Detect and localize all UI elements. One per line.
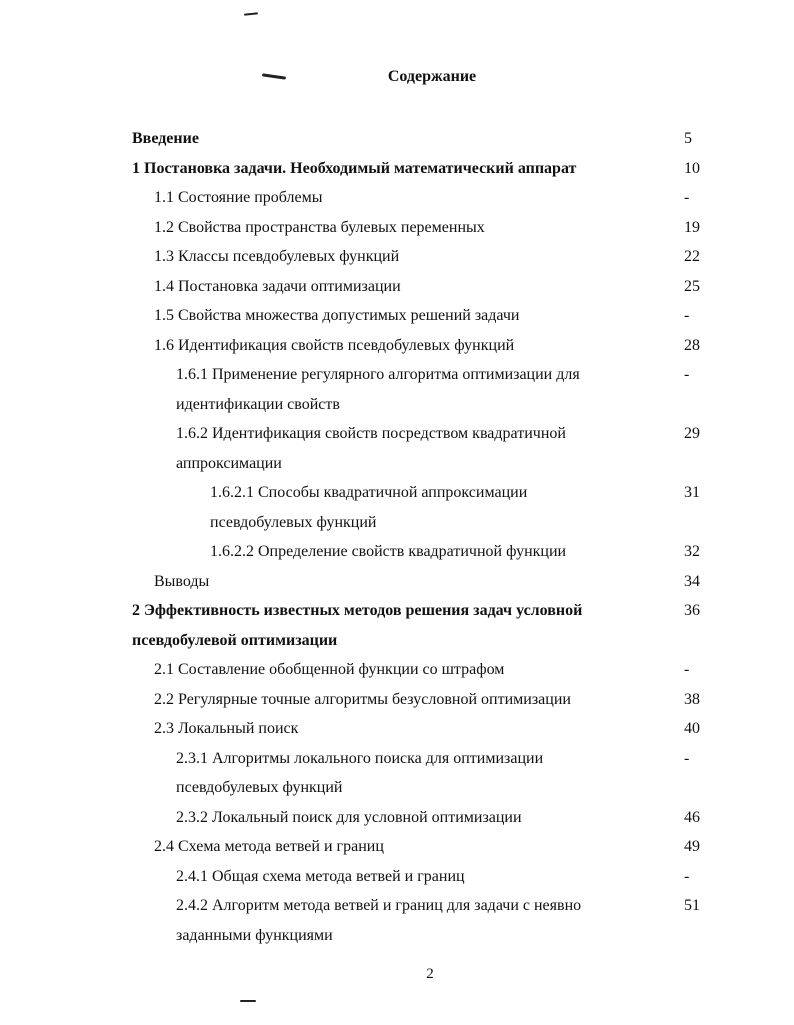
- toc-entry-page: 28: [684, 336, 700, 354]
- toc-entry: [0, 685, 794, 715]
- toc-entry-page: 34: [684, 572, 700, 590]
- toc-entry-title: Введение: [132, 130, 199, 147]
- toc-entry: [0, 242, 794, 272]
- toc-entry-page: 46: [684, 808, 700, 826]
- toc-entry: [0, 360, 794, 419]
- toc-entry: [0, 567, 794, 597]
- toc-entry: [0, 213, 794, 243]
- toc-entry-title: 2.1 Составление обобщенной функции со штрафом: [154, 661, 505, 678]
- scan-artifact: [244, 12, 258, 15]
- toc-entry: [0, 655, 794, 685]
- page-title: Содержание: [387, 68, 477, 85]
- toc-entry-page: -: [684, 867, 690, 885]
- toc-entry-title: 1.6 Идентификация свойств псевдобулевых функций: [154, 336, 515, 354]
- toc-entry-title: 1.6.2.2 Определение свойств квадратичной функции: [210, 543, 567, 560]
- toc-entry: [0, 803, 794, 833]
- toc-entry: [0, 537, 794, 567]
- toc-entry-title: 1.6.1 Применение регулярного алгоритма оптимизации для идентификации свойств: [176, 366, 580, 413]
- toc-entry-page: 40: [684, 720, 700, 737]
- toc-entry-page: 19: [684, 218, 700, 236]
- toc-entry-page: -: [684, 307, 690, 324]
- toc-entry-page: -: [684, 366, 690, 383]
- toc-entry-title: 2.3 Локальный поиск: [154, 720, 299, 737]
- toc-entry-page: 5: [684, 130, 692, 147]
- toc-entry: [0, 272, 794, 302]
- toc-entry-page: -: [684, 661, 690, 678]
- toc-entry-title: 2.2 Регулярные точные алгоритмы безусловной оптимизации: [154, 690, 571, 708]
- toc-entry: [0, 891, 794, 950]
- toc-entry-title: 2.3.1 Алгоритмы локального поиска для оптимизации псевдобулевых функций: [176, 749, 544, 796]
- table-of-contents: [0, 124, 794, 950]
- toc-entry-title: Выводы: [154, 572, 210, 590]
- toc-entry-page: 36: [684, 602, 700, 619]
- toc-entry-page: 10: [684, 159, 700, 177]
- toc-entry-title: 1.6.2.1 Способы квадратичной аппроксимации псевдобулевых функций: [210, 484, 528, 531]
- scan-artifact: [240, 1000, 256, 1002]
- toc-entry-title: 2 Эффективность известных методов решения задач условной псевдобулевой оптимизации: [132, 602, 583, 649]
- toc-entry: [0, 714, 794, 744]
- toc-entry-page: 38: [684, 690, 700, 708]
- toc-entry: [0, 832, 794, 862]
- toc-entry-title: 1.4 Постановка задачи оптимизации: [154, 277, 401, 295]
- toc-entry-page: 32: [684, 543, 700, 560]
- toc-entry-title: 2.4 Схема метода ветвей и границ: [154, 838, 384, 855]
- toc-entry-page: 51: [684, 897, 700, 914]
- toc-entry-title: 1.6.2 Идентификация свойств посредством квадратичной аппроксимации: [176, 425, 566, 472]
- page-number: 2: [426, 966, 434, 982]
- toc-entry: [0, 862, 794, 892]
- toc-entry-page: 22: [684, 248, 700, 265]
- toc-entry-title: 2.4.1 Общая схема метода ветвей и границ: [176, 867, 465, 885]
- toc-entry: [0, 419, 794, 478]
- toc-entry-title: 1.3 Классы псевдобулевых функций: [154, 248, 400, 265]
- toc-entry: [0, 744, 794, 803]
- toc-entry-title: 2.3.2 Локальный поиск для условной оптимизации: [176, 808, 522, 826]
- toc-entry: [0, 478, 794, 537]
- toc-entry: [0, 331, 794, 361]
- toc-entry-page: 49: [684, 838, 700, 855]
- toc-entry-title: 1.5 Свойства множества допустимых решений задачи: [154, 307, 520, 324]
- toc-entry-page: 31: [684, 484, 700, 501]
- toc-entry-title: 2.4.2 Алгоритм метода ветвей и границ для задачи с неявно заданными функциями: [176, 897, 582, 944]
- toc-entry-page: -: [684, 749, 690, 767]
- toc-entry: [0, 154, 794, 184]
- toc-entry-page: 25: [684, 277, 700, 295]
- toc-entry: [0, 301, 794, 331]
- toc-entry: [0, 124, 794, 154]
- toc-entry-page: -: [684, 189, 690, 206]
- toc-entry-title: 1.1 Состояние проблемы: [154, 189, 323, 206]
- toc-entry-title: 1 Постановка задачи. Необходимый математический аппарат: [132, 159, 577, 177]
- toc-entry-page: 29: [684, 425, 700, 442]
- toc-entry: [0, 596, 794, 655]
- toc-entry: [0, 183, 794, 213]
- toc-entry-title: 1.2 Свойства пространства булевых переменных: [154, 218, 485, 236]
